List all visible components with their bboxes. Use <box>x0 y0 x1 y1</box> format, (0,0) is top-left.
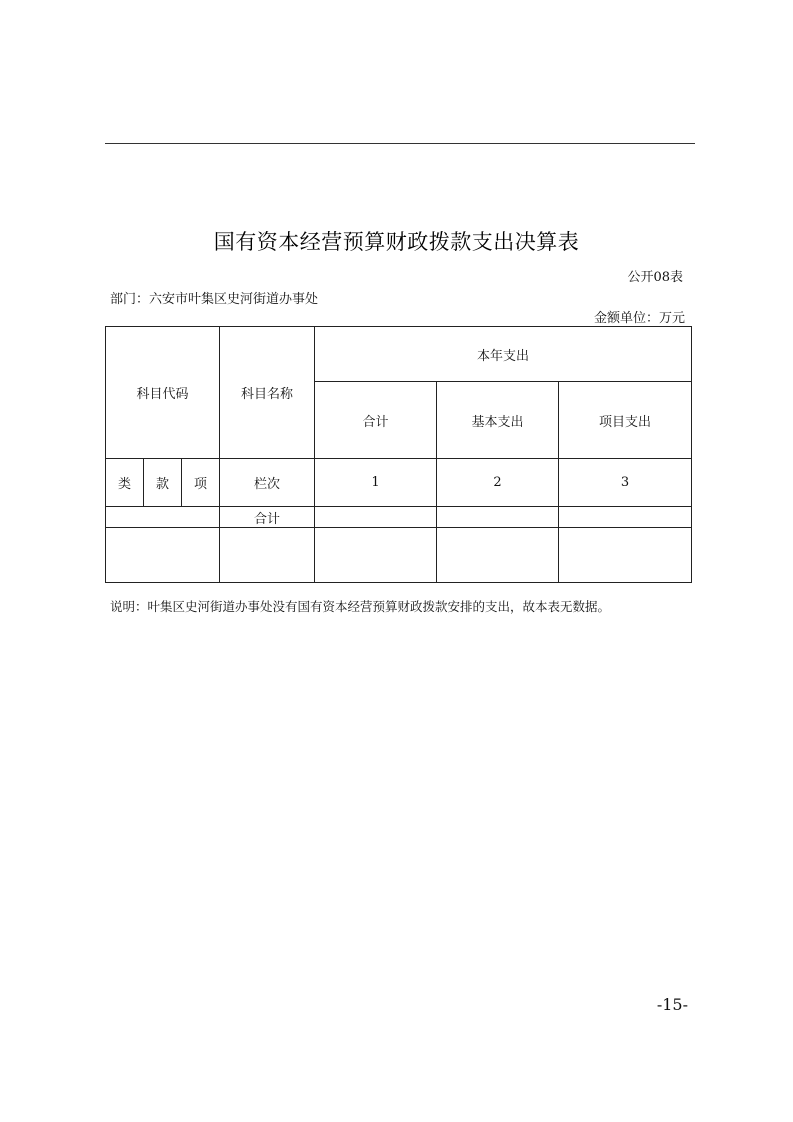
empty-row-project-cell <box>559 528 692 583</box>
category-kuan-header: 款 <box>144 459 182 507</box>
header-rule <box>105 143 695 144</box>
subject-code-header: 科目代码 <box>106 327 220 459</box>
category-xiang-header: 项 <box>182 459 220 507</box>
column-number-3: 3 <box>559 459 692 507</box>
empty-row-total-cell <box>315 528 437 583</box>
total-row-project-cell <box>559 507 692 528</box>
expense-table <box>105 326 692 583</box>
form-number: 公开08表 <box>627 270 683 285</box>
column-number-2: 2 <box>437 459 559 507</box>
page-title: 国有资本经营预算财政拨款支出决算表 <box>213 230 580 254</box>
total-column-header: 合计 <box>315 382 437 459</box>
total-row-label: 合计 <box>220 507 315 528</box>
basic-expense-column-header: 基本支出 <box>437 382 559 459</box>
page-number: -15- <box>656 995 688 1014</box>
total-row-code-cell <box>106 507 220 528</box>
column-number-label: 栏次 <box>220 459 315 507</box>
empty-row-name-cell <box>220 528 315 583</box>
category-lei-header: 类 <box>106 459 144 507</box>
empty-row-code-cell <box>106 528 220 583</box>
amount-unit-label: 金额单位：万元 <box>593 311 685 326</box>
department-label: 部门：六安市叶集区史河街道办事处 <box>110 292 319 307</box>
subject-name-header: 科目名称 <box>220 327 315 459</box>
explanation-note: 说明：叶集区史河街道办事处没有国有资本经营预算财政拨款安排的支出，故本表无数据。 <box>110 599 611 614</box>
empty-row-basic-cell <box>437 528 559 583</box>
total-row-total-cell <box>315 507 437 528</box>
project-expense-column-header: 项目支出 <box>559 382 692 459</box>
total-row-basic-cell <box>437 507 559 528</box>
current-year-expense-header: 本年支出 <box>315 327 692 382</box>
column-number-1: 1 <box>315 459 437 507</box>
